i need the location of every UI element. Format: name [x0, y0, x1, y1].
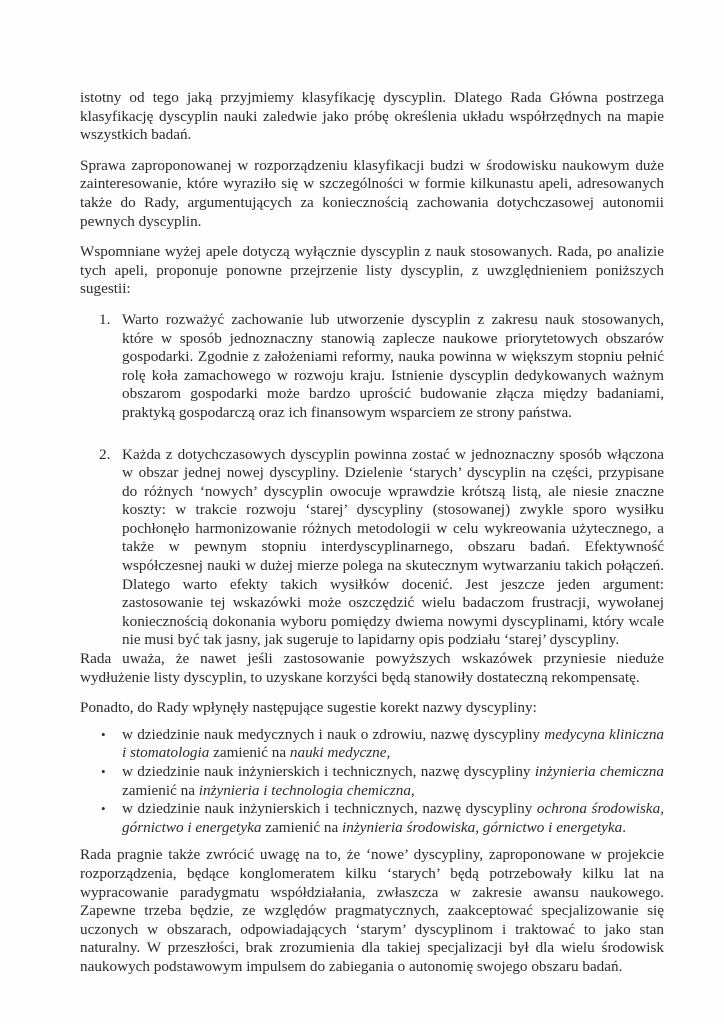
old-discipline-name: inżynieria chemiczna [534, 763, 664, 780]
bullet-icon: • [101, 801, 106, 817]
paragraph-name-corrections-intro: Ponadto, do Rady wpłynęły następujące sugestie korekt nazwy dyscypliny: [80, 699, 537, 717]
item-suffix: , [410, 781, 415, 799]
old-discipline-name: ochrona środowiska, górnictwo i energetyka [122, 800, 664, 836]
paragraph-suggestions-intro: Wspomniane wyżej apele dotyczą wyłącznie dyscyplin z nauk stosowanych. Rada, po analizie tych apeli, proponuje ponowne przejrzenie listy dyscyplin, z uwzględnieniem poniższych sugestii: [80, 243, 664, 298]
bullet-list-item [101, 800, 664, 837]
paragraph-new-disciplines-note: Rada pragnie także zwrócić uwagę na to, że ‘nowe’ dyscypliny, zaproponowane w projekcie rozporządzenia, będące konglomeratem kilku ‘starych’ będą potrzebowały kilku lat na wypracowanie paradygmatu współdziałania, zwłaszcza w zakresie awansu naukowego. Zapewne trzeba będzie, ze względów pragmatycznych, zaakceptować specjalizowanie się uczonych w obszarach, odpowiadających ‘starym’ dyscyplinom i traktować to jako stan naturalny. W przeszłości, brak zrozumienia dla takiej specjalizacji był dla wielu środowisk naukowych podstawowym impulsem do zabiegania o autonomię swojego obszaru badań. [80, 846, 664, 975]
bullet-icon: • [101, 764, 106, 779]
new-discipline-name: nauki medyczne [289, 744, 387, 762]
item-prefix: w dziedzinie nauk inżynierskich i technicznych, nazwę dyscypliny [122, 800, 537, 818]
item-suffix: , [386, 744, 391, 762]
numbered-suggestions-list [80, 311, 664, 650]
paragraph-appeals: Sprawa zaproponowanej w rozporządzeniu klasyfikacji budzi w środowisku naukowym duże zainteresowanie, które wyraziło się w szczególności w formie kilkunastu apeli, adresowanych także do Rady, argumentujących za koniecznością zachowania dotychczasowej autonomii pewnych dyscyplin. [80, 156, 664, 230]
document-body [80, 89, 664, 989]
name-corrections-list [80, 726, 664, 838]
list-item-text: Każda z dotychczasowych dyscyplin powinna zostać w jednoznaczny sposób włączona w obszar jednej nowej dyscypliny. Dzielenie ‘starych’ dyscyplin na części, przypisane do różnych ‘nowych’ dyscyplin owocuje wprawdzie krótszą listą, ale niesie znaczne koszty: w trakcie rozwoju ‘starej’ dyscypliny (stosowanej) zwykle sporo wysiłku pochłonęło harmonizowanie różnych metodologii w celu wykreowania użytecznego, a także w pewnym stopniu interdyscyplinarnego, obszaru badań. Efektywność współczesnej nauki w dużej mierze polega na skutecznym wytwarzaniu takich połączeń. Dlatego warto efekty takich wysiłków docenić. Jest jeszcze jeden argument: zastosowanie tej wskazówki może oszczędzić wielu badaczom frustracji, wywołanej koniecznością dokonania wyboru pomiędzy dwiema nowymi dyscyplinami, który wcale nie musi być tak jasny, jak sugeruje to lapidarny opis podziału ‘starej’ dyscypliny. [122, 445, 664, 649]
new-discipline-name: inżynieria środowiska, górnictwo i energetyka [342, 818, 623, 836]
item-prefix: w dziedzinie nauk medycznych i nauk o zdrowiu, nazwę dyscypliny [122, 725, 545, 743]
item-connector: zamienić na [209, 744, 290, 762]
numbered-list-item [99, 310, 664, 423]
item-connector: zamienić na [122, 781, 199, 799]
old-discipline-name: medycyna kliniczna i stomatologia [122, 725, 665, 762]
list-number: 1. [99, 310, 111, 328]
item-prefix: w dziedzinie nauk inżynierskich i technicznych, nazwę dyscypliny [122, 763, 535, 780]
item-suffix: . [622, 818, 627, 836]
paragraph-continuation: istotny od tego jaką przyjmiemy klasyfikację dyscyplin. Dlatego Rada Główna postrzega klasyfikację dyscyplin nauki zaledwie jako próbę określenia układu współrzędnych na mapie wszystkich badań. [80, 89, 664, 144]
bullet-list-item [101, 725, 665, 763]
list-number: 2. [99, 445, 111, 463]
bullet-list-item [101, 763, 664, 800]
paragraph-council-opinion: Rada uważa, że nawet jeśli zastosowanie powyższych wskazówek przyniesie nieduże wydłużenie listy dyscyplin, to uzyskane korzyści będą stanowiły dostateczną rekompensatę. [80, 650, 664, 686]
bullet-icon: • [101, 726, 106, 742]
item-connector: zamienić na [261, 818, 343, 836]
numbered-list-item [99, 445, 664, 651]
list-item-text: Warto rozważyć zachowanie lub utworzenie dyscyplin z zakresu nauk stosowanych, które w sposób jednoznaczny stanowią zaplecze naukowe priorytetowych obszarów gospodarki. Zgodnie z założeniami reformy, nauka powinna w większym stopniu pełnić rolę koła zamachowego w rozwoju kraju. Istnienie dyscyplin dedykowanych ważnym obszarom gospodarki może bardzo uprościć budowanie złącza między badaniami, praktyką gospodarczą oraz ich finansowym wsparciem ze strony państwa. [122, 310, 664, 421]
new-discipline-name: inżynieria i technologia chemiczna [198, 781, 411, 799]
